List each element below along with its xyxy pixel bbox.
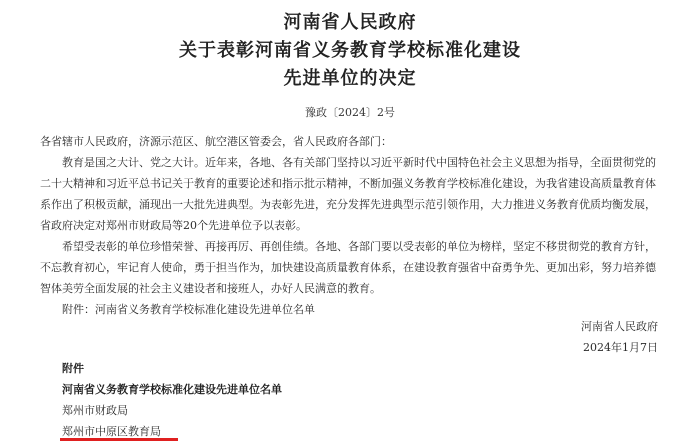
salutation: 各省辖市人民政府，济源示范区、航空港区管委会，省人民政府各部门： <box>40 135 392 148</box>
document-number: 豫政〔2024〕2号 <box>305 106 395 119</box>
annex-list-item: 郑州市财政局 <box>62 404 128 417</box>
red-underline-mark <box>60 438 178 441</box>
annex-list-item: 郑州市中原区教育局 <box>62 425 161 438</box>
body-paragraph-2: 希望受表彰的单位珍惜荣誉、再接再厉、再创佳绩。各地、各部门要以受表彰的单位为榜样，坚定不移贯彻党的教育方针，不忘教育初心，牢记育人使命，勇于担当作为，加快建设高质量教育体系，在建设教育强省中奋勇争先、更加出彩，努力培养德智体美劳全面发展的社会主义建设者和接班人，办好人民满意的教育。 <box>40 240 656 295</box>
signature-org: 河南省人民政府 <box>581 320 658 333</box>
signature-date: 2024年1月7日 <box>583 341 658 354</box>
document-title-line2: 关于表彰河南省义务教育学校标准化建设 <box>179 40 521 61</box>
annex-label: 附件 <box>62 362 84 375</box>
document-title-line1: 河南省人民政府 <box>283 12 417 33</box>
annex-title: 河南省义务教育学校标准化建设先进单位名单 <box>62 383 282 396</box>
attachment-line: 附件：河南省义务教育学校标准化建设先进单位名单 <box>62 303 315 316</box>
body-paragraph-1: 教育是国之大计、党之大计。近年来，各地、各有关部门坚持以习近平新时代中国特色社会主义思想为指导，全面贯彻党的二十大精神和习近平总书记关于教育的重要论述和指示批示精神，不断加强义务教育学校标准化建设，为我省建设高质量教育体系作出了积极贡献，涌现出一大批先进典型。为表彰先进，充分发挥先进典型示范引领作用，大力推进义务教育优质均衡发展，省政府决定对郑州市财政局等20个先进单位予以表彰。 <box>40 156 656 232</box>
document-title-line3: 先进单位的决定 <box>283 68 417 89</box>
